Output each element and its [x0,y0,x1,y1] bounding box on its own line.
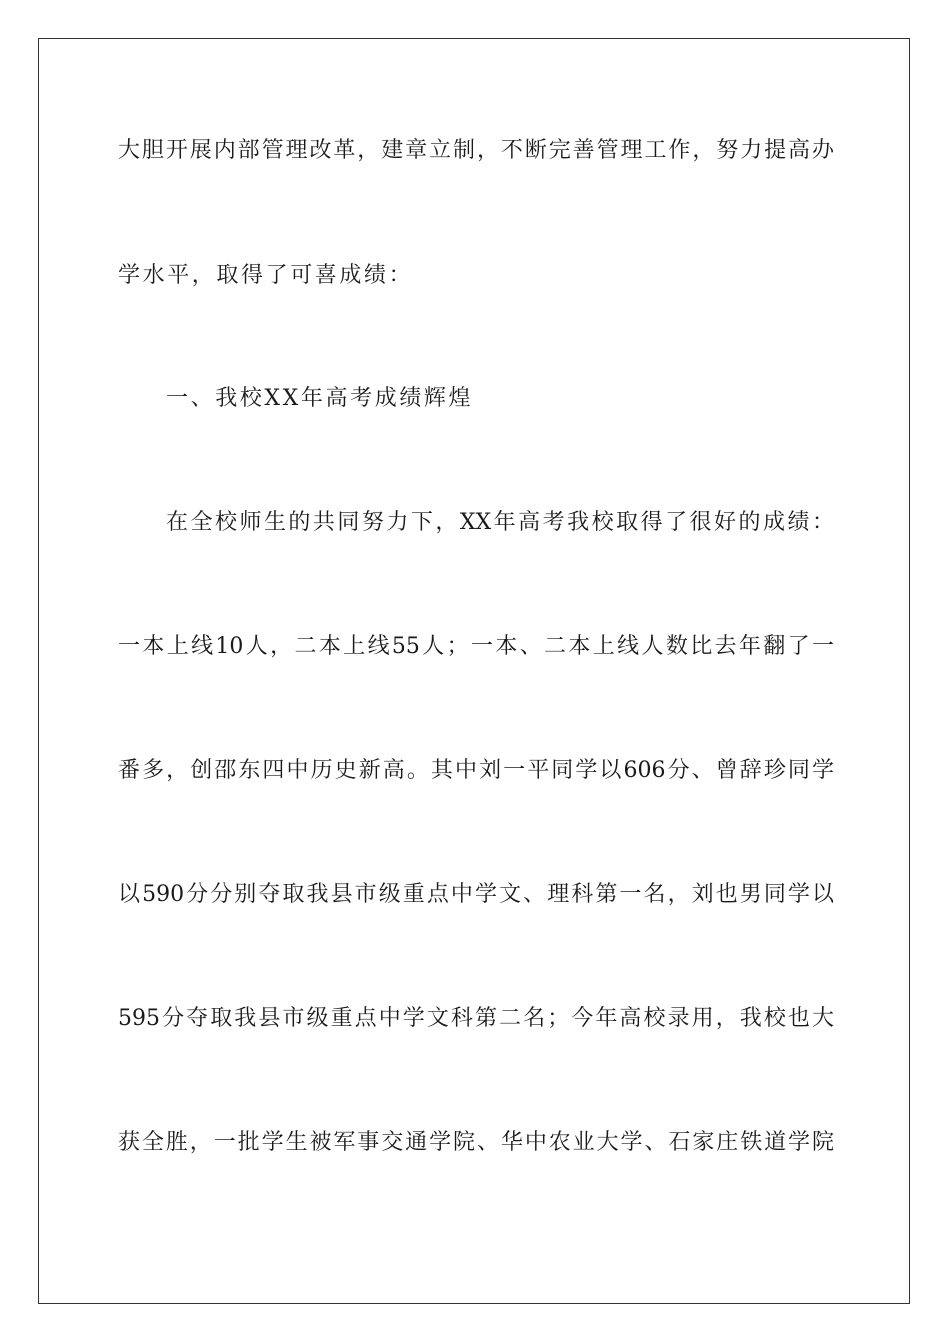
body-line-2: 学水平，取得了可喜成绩： [118,263,414,288]
body-line-6: 以590分分别夺取我县市级重点中学文、理科第一名，刘也男同学以 [118,882,834,907]
page-border [38,38,910,1304]
body-line-7: 595分夺取我县市级重点中学文科第二名；今年高校录用，我校也大 [118,1006,834,1031]
body-line-1: 大胆开展内部管理改革，建章立制，不断完善管理工作，努力提高办 [118,138,834,163]
body-line-8: 获全胜，一批学生被军事交通学院、华中农业大学、石家庄铁道学院 [118,1130,834,1155]
body-line-5: 番多，创邵东四中历史新高。其中刘一平同学以606分、曾辞珍同学 [118,758,834,783]
section-heading: 一、我校XX年高考成绩辉煌 [166,386,474,411]
body-line-4: 一本上线10人，二本上线55人；一本、二本上线人数比去年翻了一 [118,634,834,659]
body-line-3: 在全校师生的共同努力下，XX年高考我校取得了很好的成绩： [166,510,834,535]
